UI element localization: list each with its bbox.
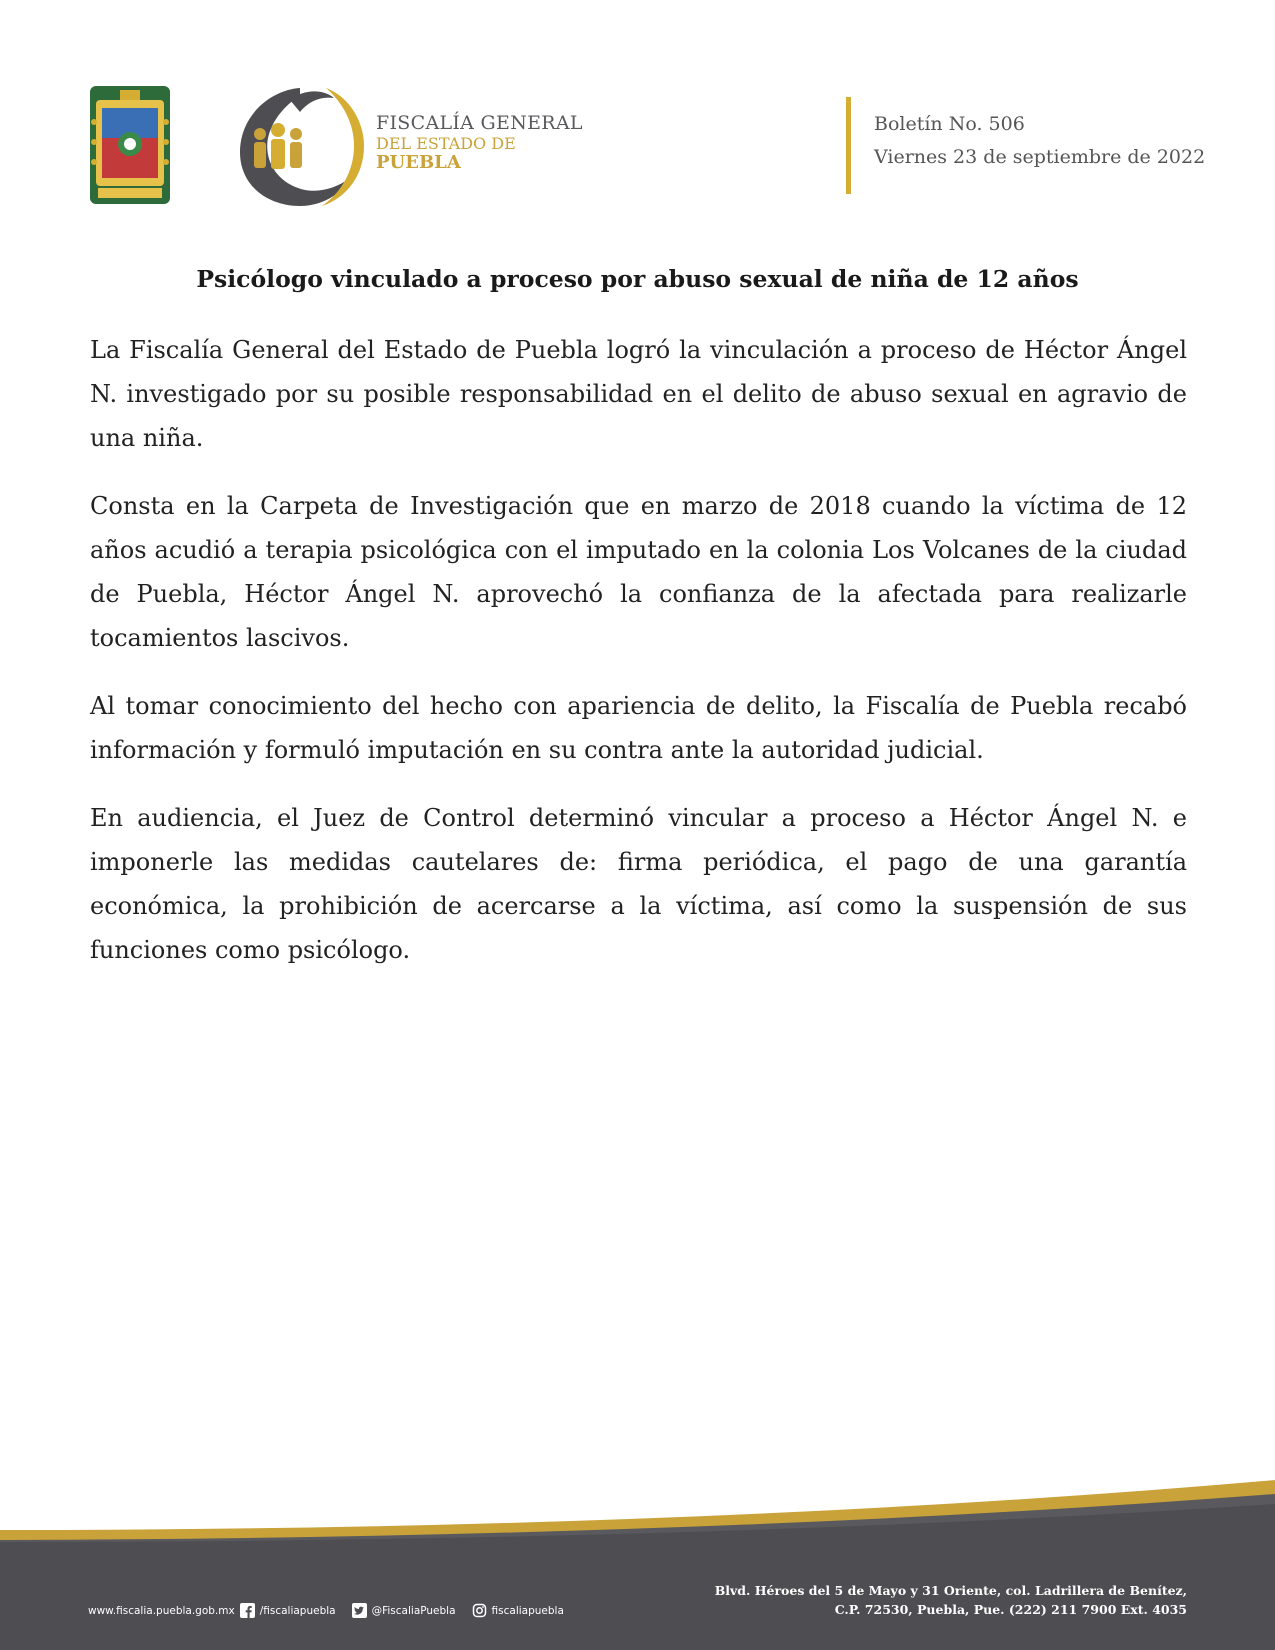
- bulletin-date: Viernes 23 de septiembre de 2022: [874, 146, 1206, 168]
- footer-band: [0, 1480, 1275, 1650]
- address-line-1: Blvd. Héroes del 5 de Mayo y 31 Oriente, col. Ladrillera de Benítez,: [714, 1583, 1187, 1598]
- header-divider: [846, 97, 851, 194]
- logo-line-1: FISCALÍA GENERAL: [376, 112, 583, 134]
- paragraph-1: La Fiscalía General del Estado de Puebla logró la vinculación a proceso de Héctor Ángel N. investigado por su posible responsabilidad en el delito de abuso sexual en agravio de una niña.: [90, 336, 1187, 452]
- bulletin-info: [874, 108, 1205, 174]
- address-line-2: C.P. 72530, Puebla, Pue. (222) 211 7900 Ext. 4035: [834, 1602, 1187, 1617]
- facebook-icon[interactable]: [240, 1603, 255, 1618]
- letterhead: [0, 0, 1275, 230]
- puebla-coat-of-arms-icon: [84, 82, 176, 210]
- instagram-link[interactable]: fiscaliapuebla: [491, 1604, 564, 1617]
- instagram-icon[interactable]: [472, 1603, 487, 1618]
- footer-social-links: [88, 1603, 564, 1618]
- facebook-link[interactable]: /fiscaliapuebla: [259, 1604, 336, 1617]
- footer-wave-graphic: [0, 1480, 1275, 1650]
- twitter-link[interactable]: @FiscaliaPuebla: [371, 1604, 456, 1617]
- paragraph-3: Al tomar conocimiento del hecho con apariencia de delito, la Fiscalía de Puebla recabó información y formuló imputación en su contra ante la autoridad judicial.: [90, 692, 1187, 764]
- logo-line-3: PUEBLA: [376, 152, 461, 173]
- twitter-icon[interactable]: [352, 1603, 367, 1618]
- article-title: Psicólogo vinculado a proceso por abuso sexual de niña de 12 años: [196, 265, 1079, 293]
- article-body: [90, 328, 1187, 996]
- paragraph-2: Consta en la Carpeta de Investigación que en marzo de 2018 cuando la víctima de 12 años acudió a terapia psicológica con el imputado en la colonia Los Volcanes de la ciudad de Puebla, Héctor Ángel N. aprovechó la confianza de la afectada para realizarle tocamientos lascivos.: [90, 492, 1187, 652]
- logo-line-2: DEL ESTADO DE: [376, 134, 516, 153]
- paragraph-4: En audiencia, el Juez de Control determinó vincular a proceso a Héctor Ángel N. e imponerle las medidas cautelares de: firma periódica, el pago de una garantía económica, la prohibición de acercarse a la víctima, así como la suspensión de sus funciones como psicólogo.: [90, 804, 1187, 964]
- fiscalia-eagle-logo-icon: [230, 82, 370, 210]
- fiscalia-wordmark: [376, 112, 583, 173]
- website-link[interactable]: www.fiscalia.puebla.gob.mx: [88, 1604, 235, 1617]
- footer-address: [715, 1581, 1187, 1619]
- bulletin-number: Boletín No. 506: [874, 113, 1025, 135]
